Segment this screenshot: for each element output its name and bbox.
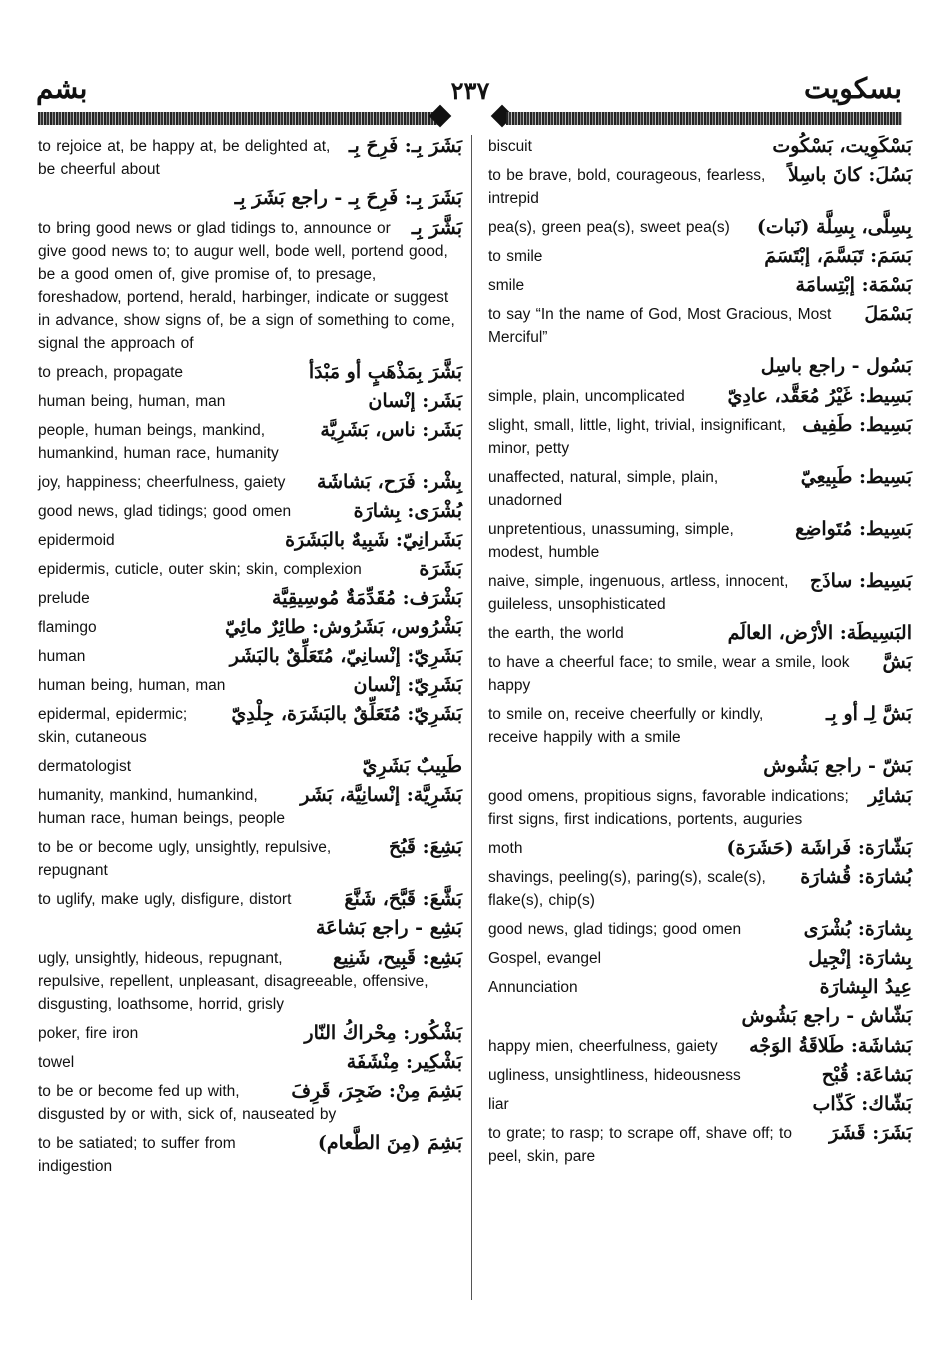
english-definition: to be satiated; to suffer from indigestion bbox=[38, 1135, 236, 1175]
english-definition: the earth, the world bbox=[488, 625, 624, 642]
dictionary-entry bbox=[488, 622, 912, 645]
dictionary-entry bbox=[488, 1035, 912, 1058]
english-definition: people, human beings, mankind, humankind, human race, humanity bbox=[38, 422, 279, 462]
dictionary-entry bbox=[38, 645, 462, 668]
english-definition: human being, human, man bbox=[38, 393, 226, 410]
english-definition: to be or become ugly, unsightly, repulsive, repugnant bbox=[38, 839, 332, 879]
english-definition: towel bbox=[38, 1054, 75, 1071]
english-definition: epidermis, cuticle, outer skin; skin, complexion bbox=[38, 561, 362, 578]
arabic-headword: بَشَرِيّ: إنْسانِيّ، مُتَعَلِّقٌ بالبَشَر bbox=[229, 645, 462, 667]
english-definition: biscuit bbox=[488, 138, 532, 155]
right-column bbox=[488, 135, 912, 1174]
arabic-headword: بَشَرَ بِـ: فَرِحَ بِـ bbox=[348, 135, 462, 157]
english-definition: smile bbox=[488, 277, 525, 294]
header-rule-left bbox=[38, 112, 438, 125]
dictionary-entry bbox=[38, 755, 462, 778]
dictionary-entry bbox=[488, 755, 912, 779]
arabic-headword: بَشَّ لِـ أو بِـ bbox=[825, 703, 912, 725]
arabic-headword: طَبِيبٌ بَشَرِيّ bbox=[362, 755, 462, 777]
dictionary-entry bbox=[38, 390, 462, 413]
english-definition: good omens, propitious signs, favorable indications; first signs, first indications, portents, auguries bbox=[488, 788, 849, 828]
english-definition: to smile bbox=[488, 248, 543, 265]
dictionary-entry bbox=[488, 274, 912, 297]
arabic-headword: بَشَرِيّ: مُتَعَلِّقٌ بالبَشَرَة، جِلْدِيّ bbox=[231, 703, 462, 725]
arabic-headword: بَشَّعَ: قَبَّحَ، شَنَّعَ bbox=[344, 888, 462, 910]
dictionary-entry bbox=[38, 1080, 462, 1126]
arabic-headword: بَشَرانِيّ: شَبِيهٌ بالبَشَرَة bbox=[285, 529, 462, 551]
arabic-headword: بَشِمَ مِنْ: ضَجِرَ، قَرِفَ bbox=[291, 1080, 462, 1102]
dictionary-entry bbox=[38, 558, 462, 581]
column-divider bbox=[471, 135, 472, 1300]
dictionary-entry bbox=[38, 616, 462, 639]
dictionary-entry bbox=[38, 1132, 462, 1178]
english-definition: joy, happiness; cheerfulness, gaiety bbox=[38, 474, 286, 491]
english-definition: to be brave, bold, courageous, fearless, intrepid bbox=[488, 167, 766, 207]
arabic-headword: بَسْكَوِيت، بَسْكُوت bbox=[772, 135, 912, 157]
arabic-headword: بَشّاش - راجع بَشُوش bbox=[741, 1005, 912, 1027]
english-definition: human bbox=[38, 648, 86, 665]
arabic-headword: بِشارَة: إنْجِيل bbox=[808, 947, 912, 969]
arabic-headword: بَشاشَة: طَلاقَةُ الوَجْه bbox=[749, 1035, 912, 1057]
arabic-headword: بَشاعَة: قُبْح bbox=[821, 1064, 912, 1086]
english-definition: humanity, mankind, humankind, human race, human beings, people bbox=[38, 787, 285, 827]
english-definition: pea(s), green pea(s), sweet pea(s) bbox=[488, 219, 730, 236]
left-running-headword: بشم bbox=[36, 72, 88, 105]
arabic-headword: بَسَمَ: تَبَسَّمَ، إبْتَسَمَ bbox=[764, 245, 912, 267]
arabic-headword: بَسِيط: ساذَج bbox=[809, 570, 912, 592]
arabic-headword: بَشَرِيّ: إنْسان bbox=[353, 674, 462, 696]
english-definition: to be or become fed up with, disgusted by or with, sick of, nauseated by bbox=[38, 1083, 337, 1123]
dictionary-entry bbox=[38, 419, 462, 465]
dictionary-entry bbox=[38, 784, 462, 830]
english-definition: simple, plain, uncomplicated bbox=[488, 388, 685, 405]
arabic-headword: بَشّ - راجع بَشُوش bbox=[763, 755, 912, 777]
english-definition: epidermal, epidermic; skin, cutaneous bbox=[38, 706, 188, 746]
dictionary-entry bbox=[488, 785, 912, 831]
english-definition: human being, human, man bbox=[38, 677, 226, 694]
dictionary-entry bbox=[38, 1051, 462, 1074]
arabic-headword: بِشْر: فَرَح، بَشاشَة bbox=[316, 471, 462, 493]
arabic-headword: بَشَرَ: قَشَرَ bbox=[829, 1122, 912, 1144]
english-definition: to say “In the name of God, Most Gracious, Most Merciful” bbox=[488, 306, 832, 346]
arabic-headword: بَشَرِيَّة: إنْسانِيَّة، بَشَر bbox=[300, 784, 462, 806]
arabic-headword: بَشَّرَ بِـ bbox=[411, 217, 462, 239]
dictionary-entry bbox=[488, 651, 912, 697]
dictionary-entry bbox=[488, 1093, 912, 1116]
english-definition: moth bbox=[488, 840, 523, 857]
arabic-headword: بَسُول - راجع باسِل bbox=[760, 355, 912, 377]
dictionary-entry bbox=[488, 164, 912, 210]
arabic-headword: بِشارَة: بُشْرَى bbox=[803, 918, 912, 940]
dictionary-entry bbox=[38, 674, 462, 697]
dictionary-entry bbox=[38, 836, 462, 882]
dictionary-entry bbox=[488, 414, 912, 460]
arabic-headword: البَسِيطَة: الأرْض، العالَم bbox=[727, 622, 912, 644]
arabic-headword: بَسِيط: طَبِيعِيّ bbox=[800, 466, 912, 488]
page-number: ٢٣٧ bbox=[450, 76, 490, 105]
left-column bbox=[38, 135, 462, 1184]
english-definition: good news, glad tidings; good omen bbox=[38, 503, 292, 520]
english-definition: good news, glad tidings; good omen bbox=[488, 921, 742, 938]
dictionary-entry bbox=[488, 466, 912, 512]
arabic-headword: بَشّارَة: فَراشَة (حَشَرَة) bbox=[726, 837, 912, 859]
dictionary-entry bbox=[488, 866, 912, 912]
english-definition: to grate; to rasp; to scrape off, shave off; to peel, skin, pare bbox=[488, 1125, 792, 1165]
english-definition: naive, simple, ingenuous, artless, innocent, guileless, unsophisticated bbox=[488, 573, 789, 613]
dictionary-entry bbox=[488, 355, 912, 379]
dictionary-entry bbox=[488, 518, 912, 564]
arabic-headword: بَشّاك: كَذّاب bbox=[812, 1093, 912, 1115]
arabic-headword: بَشِمَ (مِنَ الطَّعام) bbox=[317, 1132, 462, 1154]
arabic-headword: بَسِيط: طَفِيف bbox=[802, 414, 912, 436]
arabic-headword: بَسُلَ: كانَ باسِلاً bbox=[788, 164, 912, 186]
dictionary-entry bbox=[488, 303, 912, 349]
dictionary-entry bbox=[38, 703, 462, 749]
arabic-headword: بَسِيط: غَيْرُ مُعَقَّد، عادِيّ bbox=[727, 385, 912, 407]
dictionary-entry bbox=[488, 976, 912, 999]
arabic-headword: بَشْكُور: مِحْراكُ النّار bbox=[304, 1022, 462, 1044]
english-definition: to uglify, make ugly, disfigure, distort bbox=[38, 891, 292, 908]
english-definition: prelude bbox=[38, 590, 90, 607]
dictionary-entry bbox=[38, 187, 462, 211]
dictionary-entry bbox=[38, 1022, 462, 1045]
english-definition: liar bbox=[488, 1096, 509, 1113]
english-definition: to preach, propagate bbox=[38, 364, 184, 381]
english-definition: unpretentious, unassuming, simple, modest, humble bbox=[488, 521, 734, 561]
dictionary-entry bbox=[38, 361, 462, 384]
english-definition: Gospel, evangel bbox=[488, 950, 602, 967]
header-rule-right bbox=[506, 112, 902, 125]
english-definition: ugliness, unsightliness, hideousness bbox=[488, 1067, 741, 1084]
english-definition: shavings, peeling(s), paring(s), scale(s), flake(s), chip(s) bbox=[488, 869, 766, 909]
dictionary-entry bbox=[38, 888, 462, 911]
dictionary-entry bbox=[488, 245, 912, 268]
arabic-headword: بَشَرَة bbox=[419, 558, 462, 580]
english-definition: flamingo bbox=[38, 619, 97, 636]
arabic-headword: بَسِيط: مُتَواضِع bbox=[795, 518, 912, 540]
dictionary-entry bbox=[488, 703, 912, 749]
arabic-headword: بَشَر: إنْسان bbox=[368, 390, 462, 412]
arabic-headword: بَشِعَ: قَبُحَ bbox=[388, 836, 462, 858]
dictionary-entry bbox=[38, 587, 462, 610]
arabic-headword: بُشْرَى: بِشارَة bbox=[353, 500, 462, 522]
arabic-headword: بَشِع - راجع بَشاعَة bbox=[316, 917, 462, 939]
arabic-headword: بُشارَة: قُشارَة bbox=[800, 866, 912, 888]
arabic-headword: بَشَّ bbox=[882, 651, 912, 673]
dictionary-entry bbox=[488, 837, 912, 860]
arabic-headword: بَسْمَلَ bbox=[864, 303, 912, 325]
english-definition: dermatologist bbox=[38, 758, 132, 775]
english-definition: epidermoid bbox=[38, 532, 115, 549]
dictionary-entry bbox=[488, 570, 912, 616]
english-definition: poker, fire iron bbox=[38, 1025, 139, 1042]
dictionary-entry bbox=[38, 471, 462, 494]
dictionary-entry bbox=[488, 1005, 912, 1029]
page-header bbox=[0, 0, 938, 130]
english-definition: to smile on, receive cheerfully or kindly, receive happily with a smile bbox=[488, 706, 764, 746]
dictionary-entry bbox=[488, 216, 912, 239]
arabic-headword: بَشَّرَ بِمَذْهَبٍ أو مَبْدَأ bbox=[308, 361, 462, 383]
dictionary-entry bbox=[38, 135, 462, 181]
arabic-headword: بَشِع: قَبِيح، شَنِيع bbox=[332, 947, 462, 969]
arabic-headword: بَشْكِير: مِنْشَفَة bbox=[346, 1051, 462, 1073]
dictionary-entry bbox=[488, 1064, 912, 1087]
arabic-headword: بَشَر: ناس، بَشَرِيَّة bbox=[320, 419, 462, 441]
arabic-headword: بَشَرَ بِـ: فَرِحَ بِـ - راجع بَشَرَ بِـ bbox=[234, 187, 462, 209]
english-definition: to have a cheerful face; to smile, wear a smile, look happy bbox=[488, 654, 850, 694]
arabic-headword: بَسْمَة: إبْتِسامَة bbox=[795, 274, 912, 296]
dictionary-entry bbox=[38, 947, 462, 1016]
arabic-headword: بِسِلَّى، بِسِلَّة (نَبات) bbox=[756, 216, 912, 238]
right-running-headword: بسكويت bbox=[804, 72, 902, 105]
dictionary-entry bbox=[488, 135, 912, 158]
arabic-headword: بَشْرُوس، بَشَرُوش: طائِرٌ مائِيّ bbox=[225, 616, 462, 638]
english-definition: happy mien, cheerfulness, gaiety bbox=[488, 1038, 718, 1055]
dictionary-entry bbox=[38, 917, 462, 941]
arabic-headword: عِيدُ البِشارَة bbox=[819, 976, 912, 998]
dictionary-entry bbox=[488, 385, 912, 408]
english-definition: unaffected, natural, simple, plain, unadorned bbox=[488, 469, 719, 509]
arabic-headword: بَشْرَف: مُقَدِّمَةٌ مُوسِيقِيَّة bbox=[272, 587, 462, 609]
dictionary-entry bbox=[38, 500, 462, 523]
dictionary-entry bbox=[38, 217, 462, 355]
arabic-headword: بَشائِر bbox=[868, 785, 912, 807]
english-definition: slight, small, little, light, trivial, insignificant, minor, petty bbox=[488, 417, 786, 457]
english-definition: to rejoice at, be happy at, be delighted at, be cheerful about bbox=[38, 138, 331, 178]
dictionary-entry bbox=[488, 918, 912, 941]
dictionary-entry bbox=[488, 947, 912, 970]
dictionary-entry bbox=[38, 529, 462, 552]
english-definition: to bring good news or glad tidings to, announce or give good news to; to augur well, bode well, portend good, be a good omen of, give promise of, to presage, foreshadow, portend, herald, harbinger, indicate or suggest in advance, show signs of, be a sign of something to come, signal the approach of bbox=[38, 220, 455, 352]
dictionary-entry bbox=[488, 1122, 912, 1168]
english-definition: Annunciation bbox=[488, 979, 578, 996]
english-definition: ugly, unsightly, hideous, repugnant, repulsive, repellent, unpleasant, disagreeable, offensive, disgusting, loathsome, horrid, grisly bbox=[38, 950, 429, 1013]
